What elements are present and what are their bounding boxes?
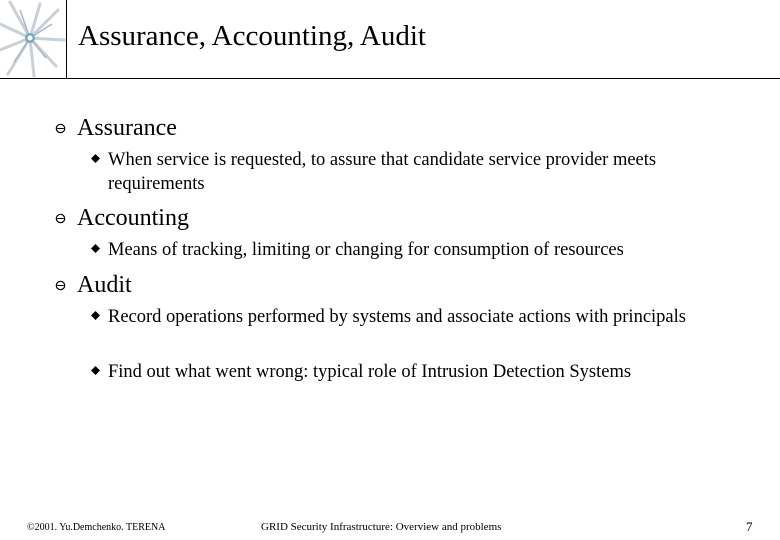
subbullet-accounting-1 [91, 238, 731, 262]
subbullet-audit-2 [91, 360, 731, 384]
subbullet-audit-1 [91, 305, 691, 329]
subbullet-assurance-1 [91, 148, 731, 196]
footer-title: GRID Security Infrastructure: Overview and problems [261, 521, 502, 533]
diamond-bullet-icon [91, 244, 100, 253]
heading-audit: Audit [77, 272, 132, 298]
diamond-bullet-icon [91, 311, 100, 320]
ring-bullet-icon [55, 213, 66, 224]
slide-title: Assurance, Accounting, Audit [78, 20, 426, 52]
subbullet-text: Means of tracking, limiting or changing for consumption of resources [108, 240, 624, 260]
starburst-logo [0, 0, 66, 78]
diamond-bullet-icon [91, 154, 100, 163]
footer-copyright: ©2001. Yu.Demchenko. TERENA [27, 522, 166, 533]
bullet-accounting [55, 204, 189, 232]
bullet-audit [55, 271, 132, 299]
subbullet-text: When service is requested, to assure that candidate service provider meets requirements [108, 150, 657, 194]
heading-accounting: Accounting [77, 205, 189, 231]
heading-assurance: Assurance [77, 115, 177, 141]
ring-bullet-icon [55, 123, 66, 134]
page-number: 7 [746, 519, 753, 534]
diamond-bullet-icon [91, 366, 100, 375]
subbullet-text: Find out what went wrong: typical role of Intrusion Detection Systems [108, 362, 632, 382]
bullet-assurance [55, 114, 177, 142]
title-divider-vertical [66, 0, 67, 78]
subbullet-text: Record operations performed by systems and associate actions with principals [108, 307, 686, 327]
ring-bullet-icon [55, 280, 66, 291]
title-divider-horizontal [0, 78, 780, 79]
